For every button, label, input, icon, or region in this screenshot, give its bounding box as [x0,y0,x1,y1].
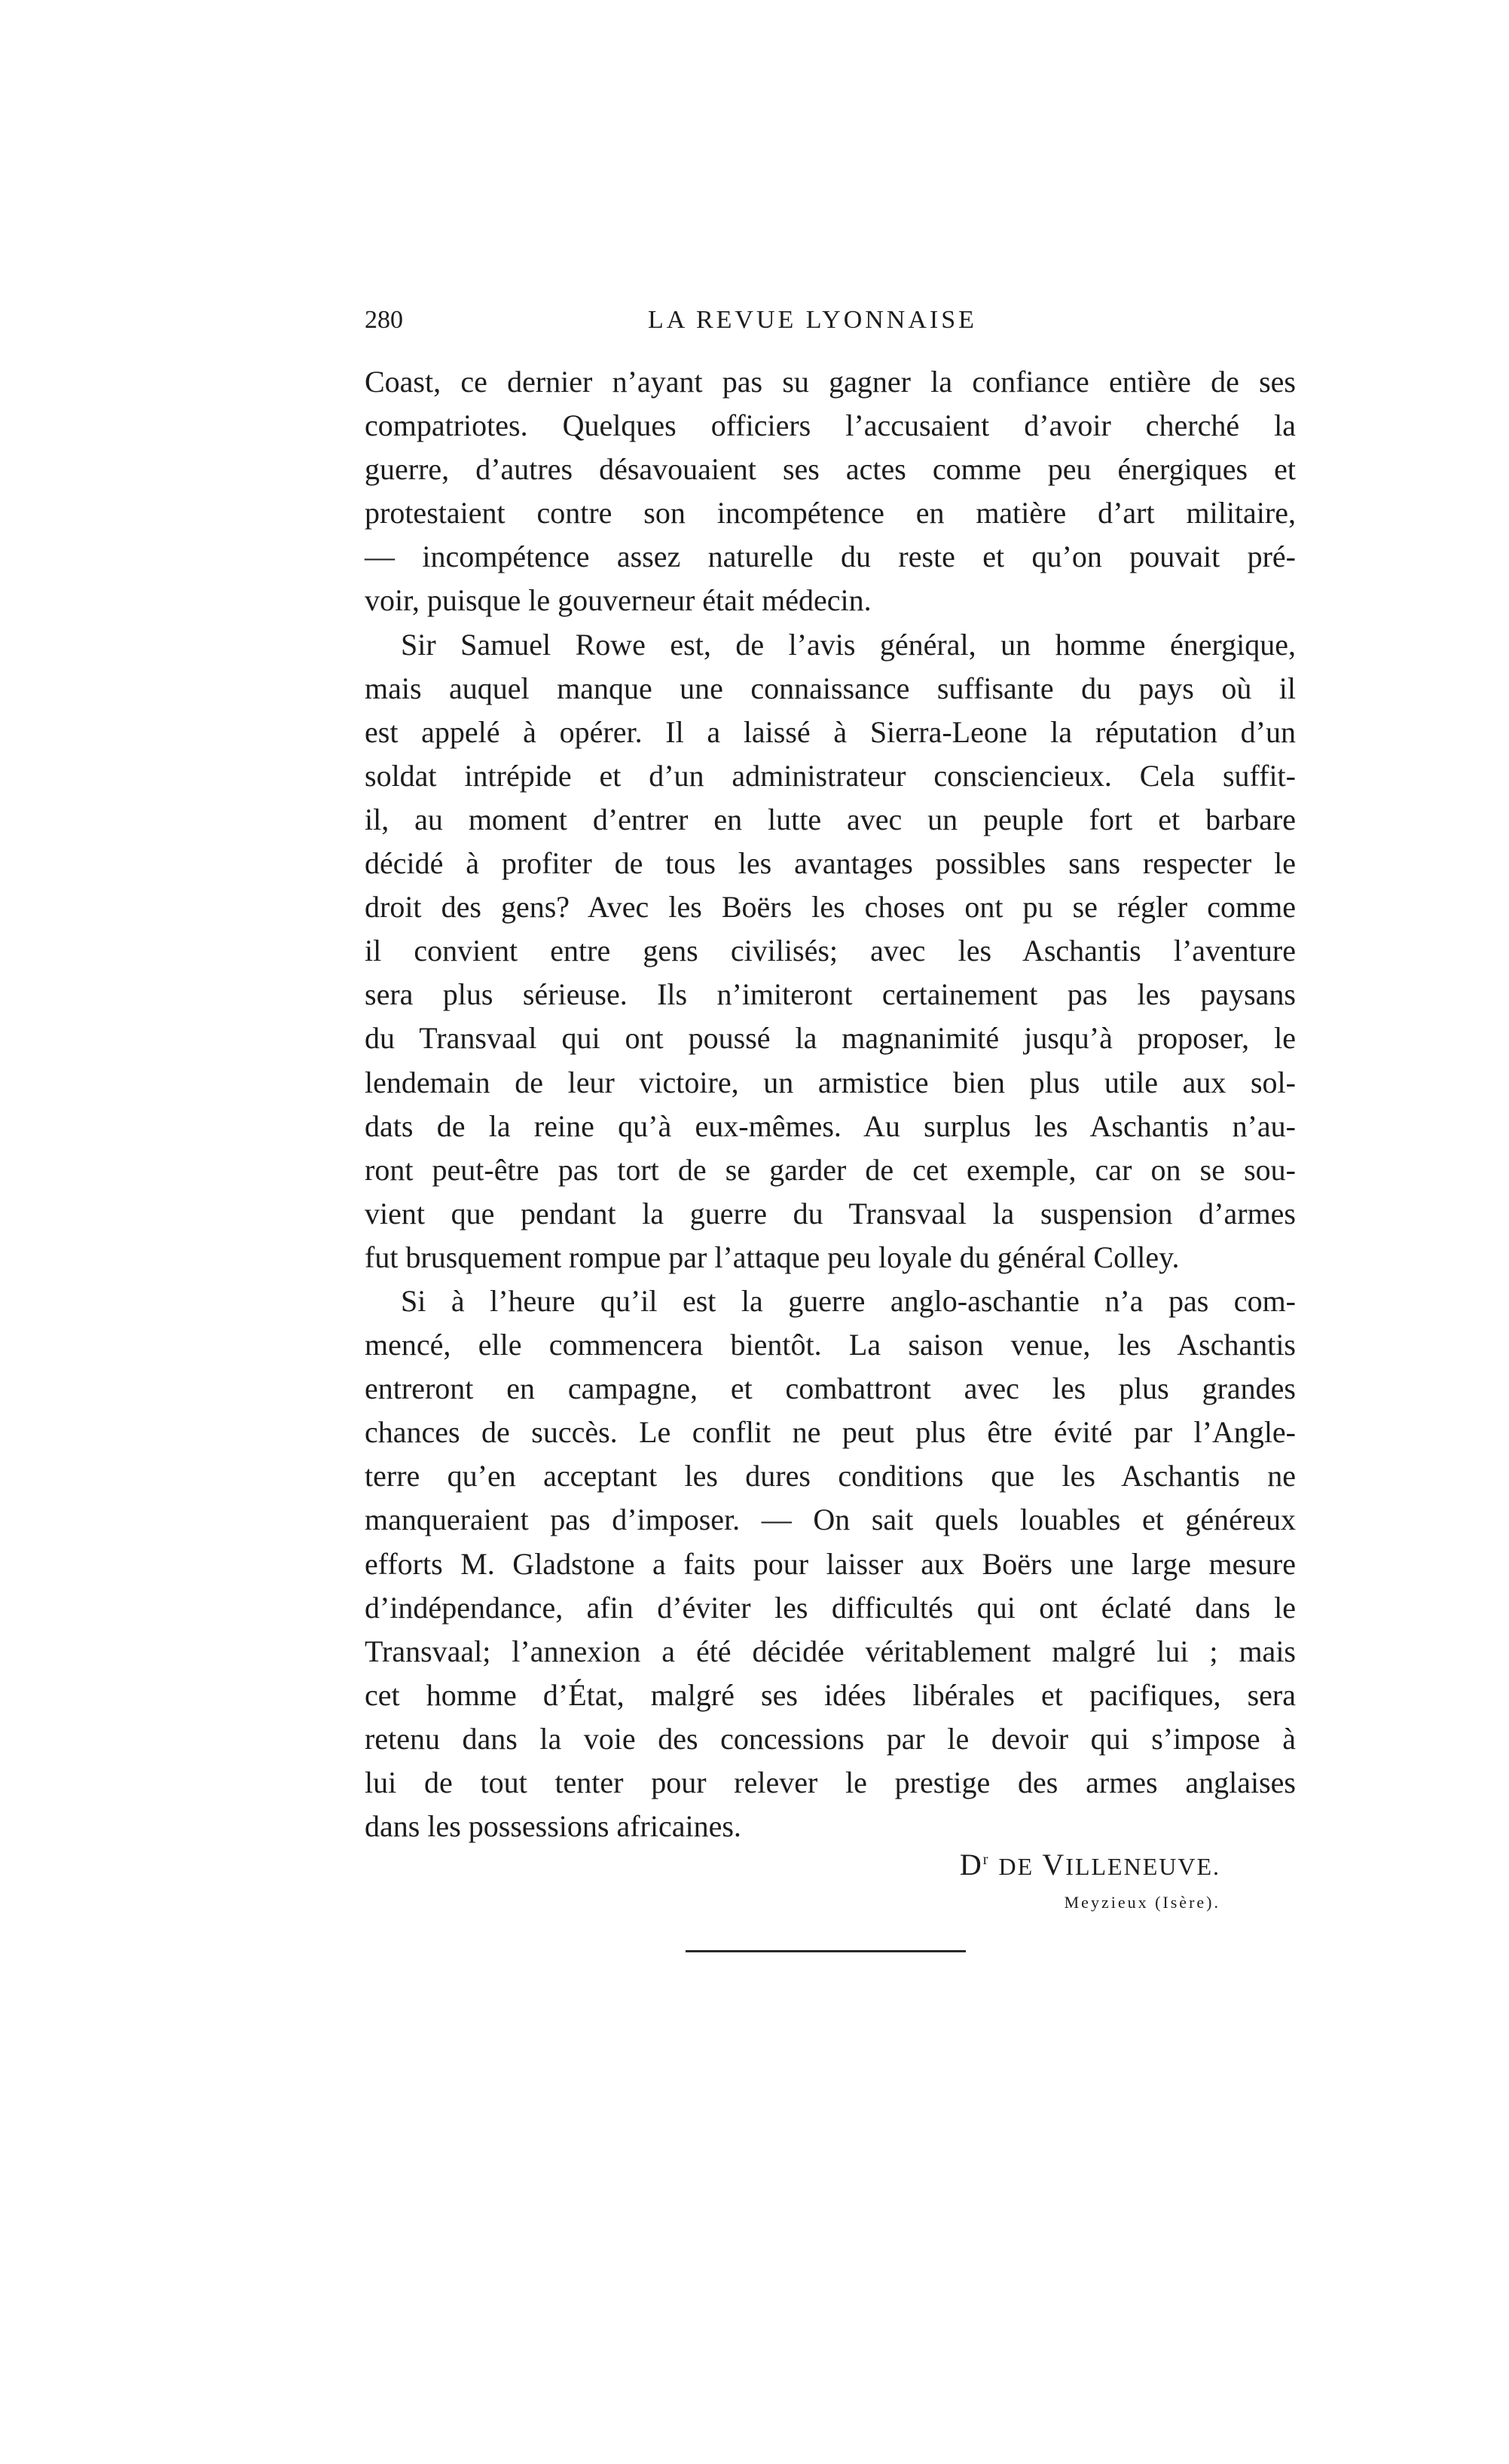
text-line: sera plus sérieuse. Ils n’imiteront certainement pas les paysans [365,977,1296,1012]
text-line: Sir Samuel Rowe est, de l’avis général, un homme énergique, [401,627,1296,662]
signature-particle: DE [998,1853,1034,1880]
text-line: est appelé à opérer. Il a laissé à Sierra-Leone la réputation d’un [365,714,1296,749]
text-line: efforts M. Gladstone a faits pour laisser aux Boërs une large mesure [365,1546,1296,1581]
text-line: entreront en campagne, et combattront avec les plus grandes [365,1371,1296,1406]
text-line: cet homme d’État, malgré ses idées libérales et pacifiques, sera [365,1677,1296,1712]
text-line: chances de succès. Le conflit ne peut plus être évité par l’Angle- [365,1415,1296,1450]
text-line: dans les possessions africaines. [365,1809,741,1844]
closing-rule [686,1950,966,1952]
text-line: — incompétence assez naturelle du reste et qu’on pouvait pré- [365,540,1296,574]
author-signature [960,1850,1220,1880]
text-line: d’indépendance, afin d’éviter les difficultés qui ont éclaté dans le [365,1590,1296,1625]
text-line: il convient entre gens civilisés; avec les Aschantis l’aventure [365,934,1296,968]
text-line: du Transvaal qui ont poussé la magnanimité jusqu’à proposer, le [365,1021,1296,1056]
signature-title-sup: r [982,1851,990,1868]
text-line: Si à l’heure qu’il est la guerre anglo-aschantie n’a pas com- [401,1283,1296,1318]
signature-initial: V [1042,1848,1066,1882]
text-line: vient que pendant la guerre du Transvaal la suspension d’armes [365,1196,1296,1230]
text-line: retenu dans la voie des concessions par le devoir qui s’impose à [365,1721,1296,1756]
text-line: fut brusquement rompue par l’attaque peu loyale du général Colley. [365,1240,1180,1274]
text-line: lendemain de leur victoire, un armistice bien plus utile aux sol- [365,1065,1296,1099]
text-line: lui de tout tenter pour relever le prestige des armes anglaises [365,1765,1296,1799]
text-line: il, au moment d’entrer en lutte avec un peuple fort et barbare [365,802,1296,836]
text-line: mais auquel manque une connaissance suffisante du pays où il [365,671,1296,705]
text-line: protestaient contre son incompétence en matière d’art militaire, [365,496,1296,530]
text-line: soldat intrépide et d’un administrateur consciencieux. Cela suffit- [365,758,1296,793]
text-line: terre qu’en acceptant les dures conditions que les Aschantis ne [365,1459,1296,1493]
text-line: Transvaal; l’annexion a été décidée véritablement malgré lui ; mais [365,1634,1296,1668]
text-line: manqueraient pas d’imposer. — On sait quels louables et généreux [365,1503,1296,1537]
author-location: Meyzieux (Isère). [1064,1893,1220,1912]
text-line: ront peut-être pas tort de se garder de cet exemple, car on se sou- [365,1152,1296,1187]
page-number: 280 [365,306,403,334]
article-body [365,360,1296,1848]
running-title: LA REVUE LYONNAISE [648,306,977,334]
text-line: Coast, ce dernier n’ayant pas su gagner la confiance entière de ses [365,365,1296,399]
signature-title: D [959,1848,983,1882]
text-line: droit des gens? Avec les Boërs les choses ont pu se régler comme [365,890,1296,925]
text-line: décidé à profiter de tous les avantages possibles sans respecter le [365,846,1296,881]
text-line: dats de la reine qu’à eux-mêmes. Au surplus les Aschantis n’au- [365,1108,1296,1143]
signature-name: ILLENEUVE. [1065,1853,1220,1880]
text-line: mencé, elle commencera bientôt. La saison venue, les Aschantis [365,1328,1296,1362]
text-line: voir, puisque le gouverneur était médecin. [365,583,872,618]
text-line: guerre, d’autres désavouaient ses actes comme peu énergiques et [365,452,1296,487]
text-line: compatriotes. Quelques officiers l’accusaient d’avoir cherché la [365,408,1296,443]
